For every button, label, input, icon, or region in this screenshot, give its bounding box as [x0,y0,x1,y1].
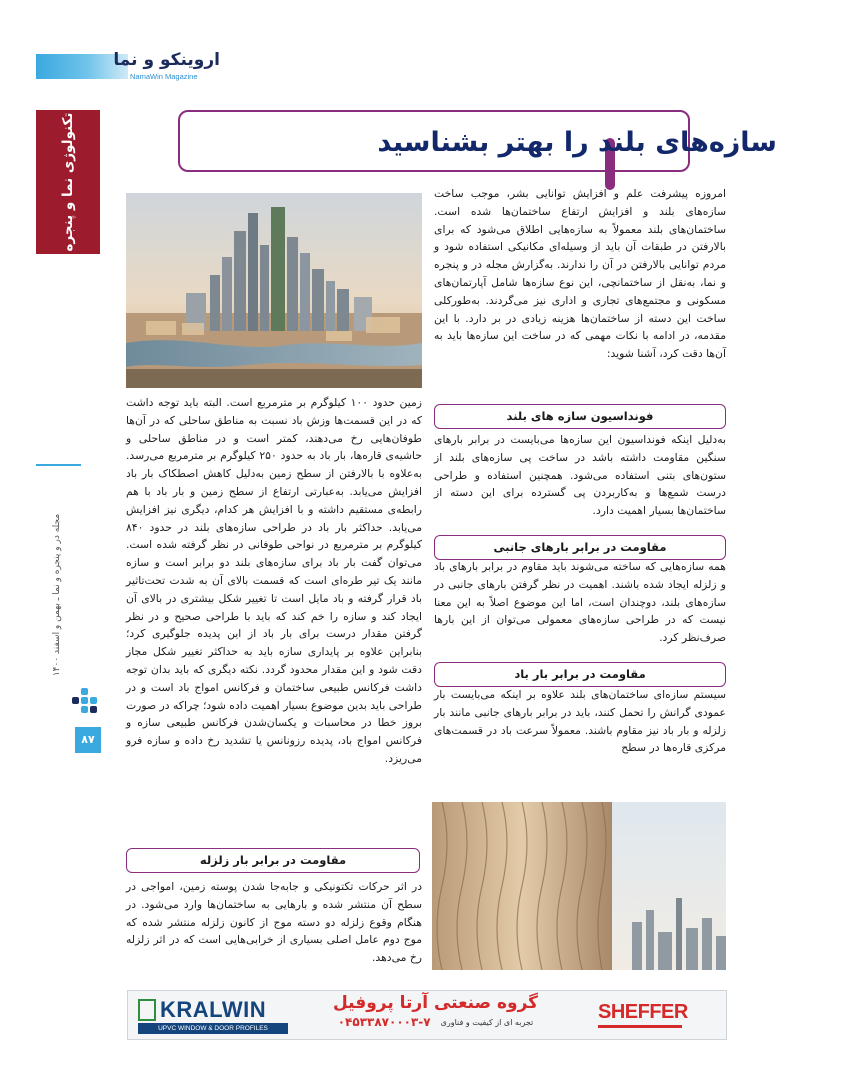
foundation-text: به‌دلیل اینکه فونداسیون این سازه‌ها می‌بایست در برابر بارهای سنگین مقاومت داشته باشد در ساخت پی سازه‌های بلند از ستون‌های بتنی استفاده می‌شود. همچنین استفاده و طراحی درست شمع‌ها و به‌کاربردن پی گسترده برای این دسته از ساختمان‌ها بسیار اهمیت دارد. [434,433,726,518]
section-body-foundation [434,431,726,520]
intro-text: امروزه پیشرفت علم و افزایش توانایی بشر، موجب ساخت سازه‌های بلند و افزایش ارتفاع ساختمان‌ها شده است. ساختمان‌های بلند معمولاً به سازه‌هایی اطلاق می‌شود که برای بالارفتن در طبقات آن باید از وسیله‌ای مکانیکی استفاده شود و مردم توانایی بالارفتن در آن را ندارند. به‌گزارش مجله در و پنجره و نما، به‌نقل از ساختمانچی، این نوع سازه‌ها شامل آپارتمان‌های مسکونی و مجتمع‌های تجاری و اداری نیز می‌گردند. به‌طورکلی ساخت این دسته از ساختمان‌ها هزینه زیادی در بر دارد. با این مقدمه، در ادامه با نکات مهمی که در ساخت این سازه‌ها باید به آن‌ها دقت کرد، آشنا شوید: [434,187,726,361]
magazine-issue-info: مجله در و پنجره و نما ـ بهمن و اسفند ۱۴۰۰ [52,513,62,677]
lateral-loads-text: همه سازه‌هایی که ساخته می‌شوند باید مقاوم در برابر بارهای باد و زلزله ایجاد شده باشند. اهمیت در نظر گرفتن بارهای جانبی در سازه‌های بلند، دوچندان است، اما این موضوع اصلاً به این معنا نیست که در طراحی سازه‌های معمولی می‌توان از این بارها صرف‌نظر کرد. [434,560,726,645]
sheffer-underline [598,1025,682,1028]
left-column-text: زمین حدود ۱۰۰ کیلوگرم بر مترمربع است. البته باید توجه داشت که در این قسمت‌ها وزش باد نسبت به مناطق ساحلی که در آن‌ها طوفان‌هایی رخ می‌دهند، کمتر است و در مناطق ساحلی و حاشیه‌ی قاره‌ها، بار باد به حدود ۲۵۰ کیلوگرم بر مترمربع می‌رسد. به‌علاوه با بالارفتن از سطح زمین به‌دلیل کاهش اصطکاک بار باد افزایش می‌یابد. به‌عبارتی ارتفاع از سطح زمین و بار باد با هم رابطه‌ی مستقیم داشته و با افزایش هر کدام، دیگری نیز افزایش می‌یابد. حداکثر بار باد در طراحی سازه‌های بلند در حدود ۸۴۰ کیلوگرم بر مترمربع در نواحی طوفانی در نظر گرفته شده است. می‌توان گفت بار باد برای سازه‌های بلند دو برابر است و سازه مانند یک تیر طره‌ای است که قسمت بالای آن به شدت تحت‌تاثیر باد قرار گرفته و باد مایل است تا تغییر شکل بیشتری در بالای آن ایجاد کند و سازه را خم کند که باید با طراحی صحیح و در نظر گرفتن مقدار درست برای بار باد از این پدیده جلوگیری کرد؛ بنابراین علاوه بر پایداری سازه باید به حداکثر تغییر شکل مجاز دقت شود و این مقدار محدود گردد. نکته دیگری که باید بدان توجه داشت فرکانس طبیعی ساختمان و فرکانس امواج باد است و در طراحی باید بدین موضوع بسیار اهمیت داده شود؛ چراکه در صورت بروز خطا در محاسبات و یکسان‌شدن فرکانس طبیعی سازه و فرکانس امواج باد، پدیده رزونانس یا تشدید رخ داده و سازه فرو می‌ریزد. [126,396,423,765]
kralwin-tagline: UPVC WINDOW & DOOR PROFILES [138,1023,288,1034]
side-divider [36,464,81,466]
logo-subtitle: NamaWin Magazine [130,72,198,81]
logo-title: اروینکو و نما [113,50,220,70]
wind-load-continued [126,394,422,768]
ad-company-name: گروه صنعتی آرتا پروفیل [332,993,539,1013]
section-heading-earthquake: مقاومت در برابر بار زلزله [126,848,420,873]
intro-paragraph [434,185,726,363]
kralwin-logo [138,997,288,1035]
section-body-earthquake [126,878,422,967]
section-body-lateral-loads [434,558,726,647]
skyscraper-facade-image [432,802,726,970]
section-body-wind-load [434,686,726,757]
city-skyline-image [126,193,422,388]
window-frame-icon [138,999,156,1021]
advertisement-banner[interactable] [127,990,727,1040]
ad-phone: ۰۴۵۳۳۸۷۰۰۰۳-۷ [337,1015,431,1029]
kralwin-brand: KRALWIN [160,997,267,1022]
magazine-grid-icon [72,683,98,723]
ad-slogan: تجربه ای از کیفیت و فناوری [440,1018,534,1027]
section-heading-lateral-loads: مقاومت در برابر بارهای جانبی [434,535,726,560]
category-tab [36,110,100,254]
page-number: ۸۷ [75,727,101,753]
wind-load-text: سیستم سازه‌ای ساختمان‌های بلند علاوه بر اینکه می‌بایست بار عمودی گرانش را تحمل کنند، باید در برابر بارهای جانبی مانند بار زلزله و بار باد نیز مقاوم باشند. معمولاً سرعت باد در قسمت‌های مرکزی قاره‌ها در سطح [434,688,726,755]
sheffer-brand: SHEFFER [598,1001,688,1023]
article-title: سازه‌های بلند را بهتر بشناسید [377,127,777,158]
earthquake-text: در اثر حرکات تکتونیکی و جابه‌جا شدن پوسته زمین، امواجی در سطح آن منتشر شده و بارهایی به ساختمان‌ها وارد می‌شود. در هنگام وقوع زلزله دو دسته موج از کانون زلزله منتشر شده که موج دوم عامل اصلی بسیاری از خرابی‌هایی است که در اثر زلزله رخ می‌دهد. [126,880,422,965]
sheffer-logo [594,997,686,1035]
magazine-logo [113,50,220,84]
ad-company-block [313,993,558,1039]
section-heading-wind-load: مقاومت در برابر بار باد [434,662,726,687]
section-heading-foundation: فونداسیون سازه های بلند [434,404,726,429]
category-label: تکنولوژی نما و پنجره [60,112,76,252]
